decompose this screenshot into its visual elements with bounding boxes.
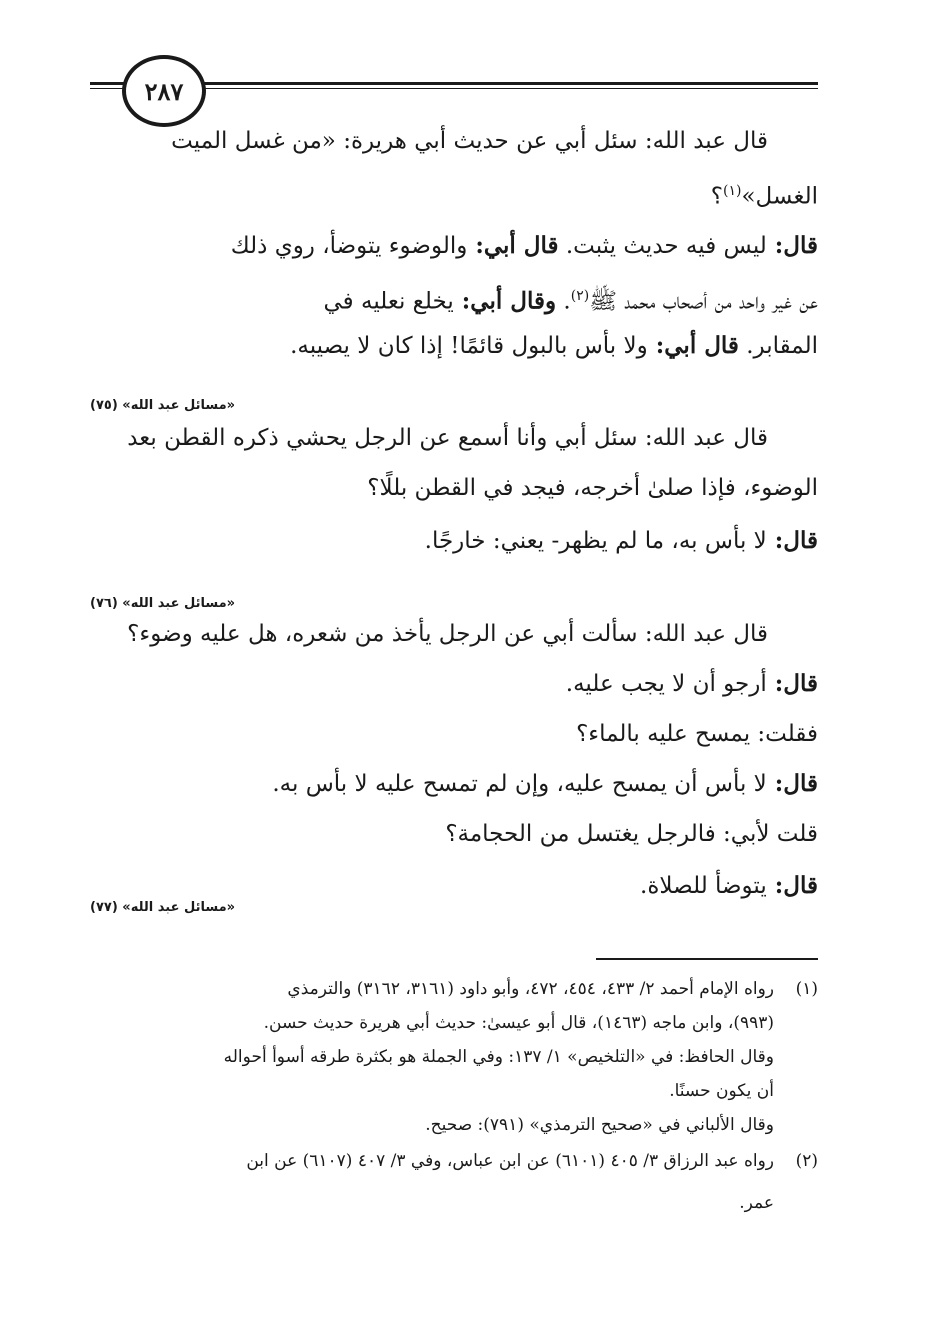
footnote-line: رواه عبد الرزاق ٣/ ٤٠٥ (٦١٠١) عن ابن عباس، وفي ٣/ ٤٠٧ (٦١٠٧) عن ابن — [246, 1151, 774, 1171]
text-segment: ولا بأس بالبول قائمًا! إذا كان لا يصيبه. — [290, 333, 648, 359]
speaker-label: قال أبي: — [647, 332, 739, 359]
text-segment: عن غير واحد من أصحاب محمد ﷺ — [589, 288, 818, 315]
footnote-separator — [596, 958, 818, 960]
text-line — [272, 758, 818, 810]
text-segment: (١) — [723, 183, 742, 199]
text-line — [324, 270, 818, 328]
text-segment: المقابر. — [738, 333, 818, 359]
footnote-line: (٩٩٣)، وابن ماجه (١٤٦٣)، قال أبو عيسىٰ: حديث أبي هريرة حديث حسن. — [263, 1013, 774, 1033]
speaker-label: قال: — [766, 670, 818, 697]
footnote-number: (١) — [795, 979, 818, 999]
speaker-label: وقال أبي: — [453, 287, 557, 315]
source-citation: «مسائل عبد الله» (٧٦) — [90, 596, 236, 611]
speaker-label: قال: — [766, 232, 818, 259]
source-citation: «مسائل عبد الله» (٧٧) — [90, 900, 236, 915]
footnotes — [90, 972, 818, 1262]
text-segment: يتوضأ للصلاة. — [640, 873, 767, 899]
speaker-label: قال: — [766, 770, 818, 797]
text-segment: الوضوء، فإذا صلىٰ أخرجه، فيجد في القطن بللًا؟ — [367, 475, 818, 501]
footnote-line: وقال الألباني في «صحيح الترمذي» (٧٩١): صحيح. — [425, 1115, 774, 1135]
speaker-label: قال: — [766, 872, 818, 899]
footnote-line: رواه الإمام أحمد ٢/ ٤٣٣، ٤٥٤، ٤٧٢، وأبو داود (٣١٦١، ٣١٦٢) والترمذي — [287, 979, 774, 999]
text-line — [566, 658, 818, 710]
text-line — [231, 220, 818, 272]
speaker-label: قال: — [766, 527, 818, 554]
main-text — [90, 0, 818, 940]
source-citation: «مسائل عبد الله» (٧٥) — [90, 398, 236, 413]
footnote-line: أن يكون حسنًا. — [669, 1081, 774, 1101]
text-segment: لا بأس أن يمسح عليه، وإن لم تمسح عليه لا بأس به. — [272, 771, 767, 797]
text-segment: فقلت: يمسح عليه بالماء؟ — [576, 721, 818, 747]
text-segment: ليس فيه حديث يثبت. — [558, 233, 767, 259]
text-line — [576, 708, 818, 760]
text-segment: يخلع نعليه في — [323, 288, 454, 315]
text-segment: قال عبد الله: سئل أبي عن حديث أبي هريرة: «من غسل الميت — [171, 128, 768, 154]
text-line — [367, 462, 818, 514]
text-line — [171, 115, 768, 167]
text-line — [290, 320, 818, 372]
text-segment: أرجو أن لا يجب عليه. — [565, 671, 767, 697]
text-segment: قال عبد الله: سئل أبي وأنا أسمع عن الرجل يحشي ذكره القطن بعد — [127, 425, 768, 451]
text-line — [127, 608, 768, 660]
text-line — [425, 515, 818, 567]
text-line — [445, 808, 818, 860]
text-segment: الغسل» — [741, 183, 818, 210]
footnote-line: وقال الحافظ: في «التلخيص» ١/ ١٣٧: وفي الجملة هو بكثرة طرقه أسوأ أحواله — [223, 1047, 774, 1067]
text-line — [711, 165, 818, 223]
text-segment: . — [556, 288, 571, 315]
text-segment: لا بأس به، ما لم يظهر- يعني: خارجًا. — [424, 528, 767, 554]
text-segment: (٢) — [570, 288, 590, 304]
speaker-label: قال أبي: — [467, 232, 559, 259]
footnote-line: عمر. — [739, 1193, 774, 1213]
text-line — [127, 412, 768, 464]
text-segment: ؟ — [710, 183, 724, 210]
page-number: ٢٨٧ — [122, 55, 206, 127]
text-line — [640, 860, 818, 912]
footnote-number: (٢) — [795, 1151, 818, 1171]
text-segment: قال عبد الله: سألت أبي عن الرجل يأخذ من شعره، هل عليه وضوء؟ — [127, 621, 768, 647]
text-segment: قلت لأبي: فالرجل يغتسل من الحجامة؟ — [445, 821, 818, 847]
text-segment: والوضوء يتوضأ، روي ذلك — [230, 233, 468, 259]
